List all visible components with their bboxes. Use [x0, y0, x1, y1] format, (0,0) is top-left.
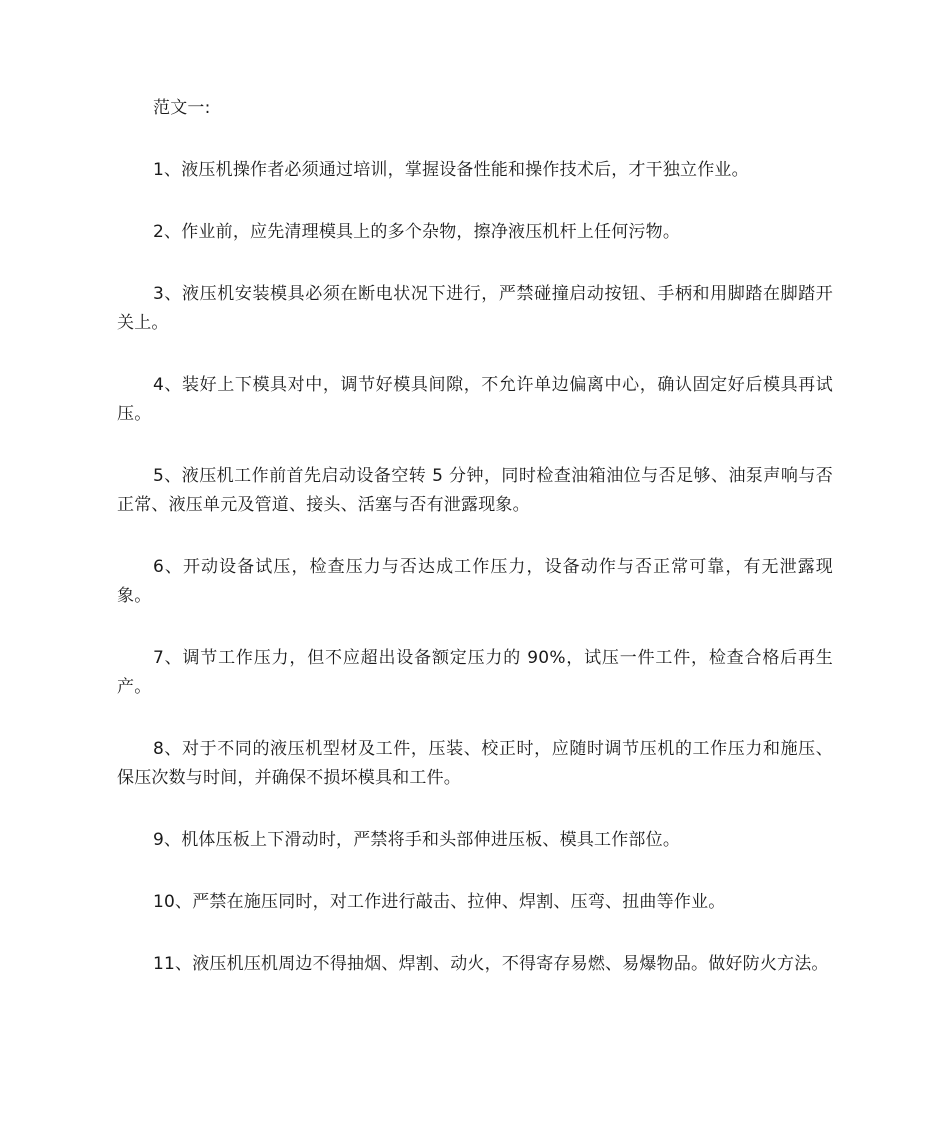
list-item-2: 2、作业前，应先清理模具上的多个杂物，擦净液压机杆上任何污物。 [153, 222, 681, 242]
list-item-5: 5、液压机工作前首先启动设备空转 5 分钟，同时检查油箱油位与否足够、油泵声响与否正常、液压单元及管道、接头、活塞与否有泄露现象。 [117, 466, 833, 515]
document-body [117, 94, 833, 1012]
list-item-4: 4、装好上下模具对中，调节好模具间隙，不允许单边偏离中心，确认固定好后模具再试压。 [117, 375, 833, 424]
list-item-7: 7、调节工作压力，但不应超出设备额定压力的 90%，试压一件工件，检查合格后再生产。 [117, 648, 833, 697]
list-item-6: 6、开动设备试压，检查压力与否达成工作压力，设备动作与否正常可靠，有无泄露现象。 [117, 557, 833, 606]
section-heading: 范文一: [153, 98, 211, 118]
list-item-1: 1、液压机操作者必须通过培训，掌握设备性能和操作技术后，才干独立作业。 [153, 160, 749, 180]
list-item-8: 8、对于不同的液压机型材及工件，压装、校正时，应随时调节压机的工作压力和施压、保压次数与时间，并确保不损坏模具和工件。 [117, 739, 833, 788]
list-item-3: 3、液压机安装模具必须在断电状况下进行，严禁碰撞启动按钮、手柄和用脚踏在脚踏开关上。 [117, 284, 833, 333]
list-item-10: 10、严禁在施压同时，对工作进行敲击、拉伸、焊割、压弯、扭曲等作业。 [153, 892, 726, 912]
list-item-11: 11、液压机压机周边不得抽烟、焊割、动火，不得寄存易燃、易爆物品。做好防火方法。 [153, 954, 829, 974]
list-item-9: 9、机体压板上下滑动时，严禁将手和头部伸进压板、模具工作部位。 [153, 830, 681, 850]
